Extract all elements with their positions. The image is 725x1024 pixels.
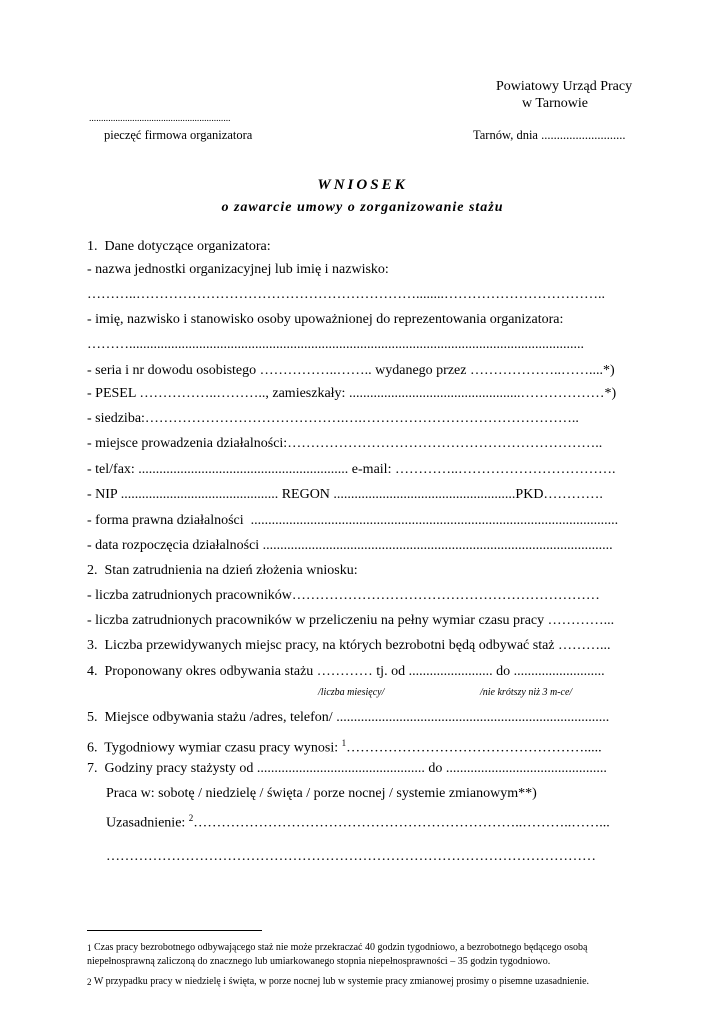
field-legal-form: - forma prawna działalności ......................................................................................................... [87,513,619,528]
field-fte-count: - liczba zatrudnionych pracowników w przeliczeniu na pełny wymiar czasu pracy …………... [87,613,615,628]
footnote-2: 2 W przypadku pracy w niedzielę i święta, w porze nocnej lub w systemie pracy zmianowej prosimy o pisemne uzasadnienie. [87,976,590,987]
office-city: w Tarnowie [522,96,589,111]
section-3: 3. Liczba przewidywanych miejsc pracy, na których bezrobotni będą odbywać staż ………... [87,638,611,653]
section-4: 4. Proponowany okres odbywania stażu ………… tj. od ........................ do .......................... [87,664,605,679]
section-1-heading: 1. Dane dotyczące organizatora: [87,239,271,254]
field-organizer-name: - nazwa jednostki organizacyjnej lub imię i nazwisko: [87,262,389,277]
section-7: 7. Godziny pracy stażysty od ................................................ do .............................................. [87,761,607,776]
fill-line: ………..……………………………………………………........…………………………….. [87,287,605,302]
fill-line: …………………………………………………………………………………………… [106,849,596,864]
field-id-card: - seria i nr dowodu osobistego ……………..…….. wydanego przez ………………..……....*) [87,363,615,378]
stamp-label: pieczęć firmowa organizatora [104,128,253,142]
section-2-heading: 2. Stan zatrudnienia na dzień złożenia wniosku: [87,563,358,578]
document-title: WNIOSEK [317,177,408,193]
label-months: /liczba miesięcy/ [318,687,385,698]
field-start-date: - data rozpoczęcia działalności .................................................................................................... [87,538,613,553]
work-days-line: Praca w: sobotę / niedzielę / święta / porze nocnej / systemie zmianowym**) [106,786,537,801]
section-6: 6. Tygodniowy wymiar czasu pracy wynosi: $^1$……………………………………………..... [87,738,602,756]
footnote-separator [87,930,262,931]
place-date: Tarnów, dnia ........................... [473,128,626,142]
field-employee-count: - liczba zatrudnionych pracowników………………………………………………………… [87,588,600,603]
field-phone-email: - tel/fax: ............................................................ e-mail: …………..……………………………. [87,462,616,477]
justification: Uzasadnienie: $^2$……………………………………………………………..………..……... [106,813,610,831]
document-subtitle: o zawarcie umowy o zorganizowanie stażu [221,200,504,215]
fill-line: ……….................................................................................................................................. [87,337,584,352]
field-representative: - imię, nazwisko i stanowisko osoby upoważnionej do reprezentowania organizatora: [87,312,564,327]
field-seat: - siedziba:…………………………………….….……………………………………….. [87,411,579,426]
label-min-3-months: /nie krótszy niż 3 m-ce/ [480,687,573,698]
section-5: 5. Miejsce odbywania stażu /adres, telefon/ .............................................................................. [87,710,610,725]
stamp-dotted-line: ........................................................... [89,113,231,124]
footnote-1: 1 Czas pracy bezrobotnego odbywającego staż nie może przekraczać 40 godzin tygodniowo, a bezrobotnego będącego osobą [87,942,588,953]
field-nip-regon-pkd: - NIP ............................................. REGON ....................................................PKD…………. [87,487,603,502]
office-name: Powiatowy Urząd Pracy [496,79,633,94]
field-business-place: - miejsce prowadzenia działalności:………………………………………………………….. [87,436,603,451]
footnote-1-cont: niepełnosprawną zaliczoną do znacznego lub umiarkowanego stopnia niepełnosprawności – 35 godzin tygodniowo. [87,956,551,967]
field-pesel: - PESEL ……………..……….., zamieszkały: .................................................………………*) [87,386,617,401]
